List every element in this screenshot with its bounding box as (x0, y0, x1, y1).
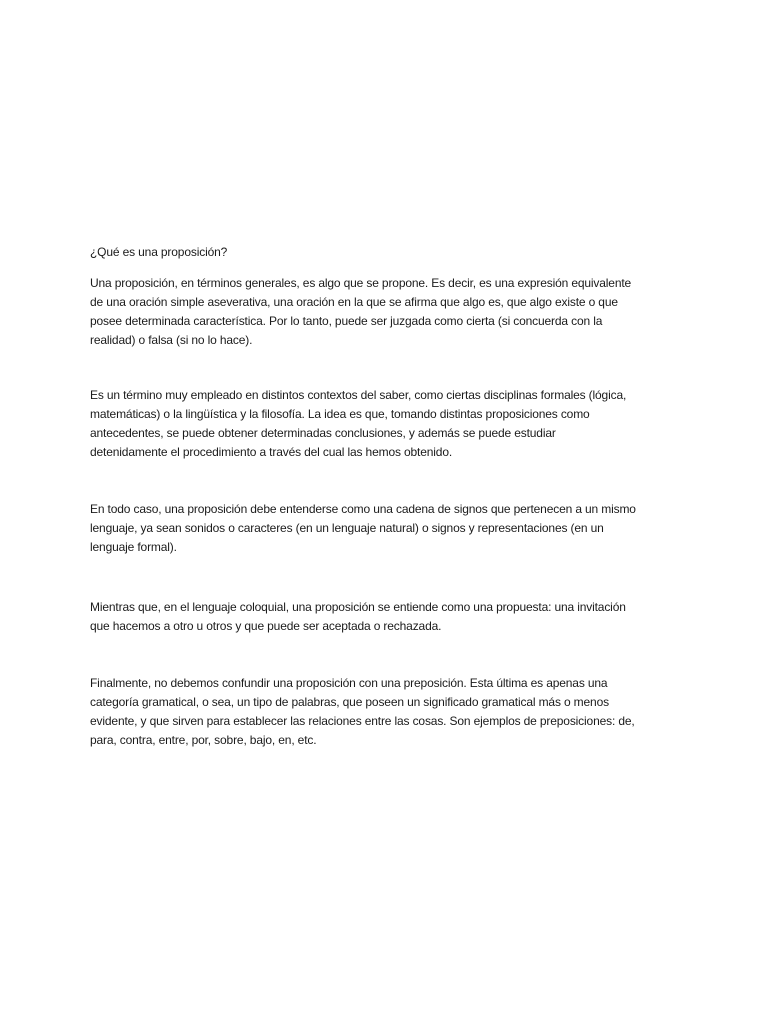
paragraph-1 (90, 274, 730, 350)
text-line: para, contra, entre, por, sobre, bajo, en, etc. (90, 733, 317, 747)
text-line: En todo caso, una proposición debe entenderse como una cadena de signos que pertenecen a un mismo (90, 502, 636, 516)
text-line: Una proposición, en términos generales, es algo que se propone. Es decir, es una expresión equivalente (90, 276, 632, 290)
text-line: Finalmente, no debemos confundir una proposición con una preposición. Esta última es apenas una (90, 676, 608, 690)
text-line: Mientras que, en el lenguaje coloquial, una proposición se entiende como una propuesta: una invitación (90, 600, 626, 614)
text-line: lenguaje formal). (90, 540, 177, 554)
text-line: que hacemos a otro u otros y que puede ser aceptada o rechazada. (90, 619, 442, 633)
text-line: Es un término muy empleado en distintos contextos del saber, como ciertas disciplinas formales (lógica, (90, 388, 627, 402)
heading-text: ¿Qué es una proposición? (90, 245, 228, 259)
text-line: categoría gramatical, o sea, un tipo de palabras, que poseen un significado gramatical más o menos (90, 695, 609, 709)
paragraph-4 (90, 598, 730, 636)
text-line: matemáticas) o la lingüística y la filosofía. La idea es que, tomando distintas proposiciones como (90, 407, 590, 421)
text-line: realidad) o falsa (si no lo hace). (90, 333, 253, 347)
text-line: detenidamente el procedimiento a través del cual las hemos obtenido. (90, 445, 453, 459)
text-line: de una oración simple aseverativa, una oración en la que se afirma que algo es, que algo existe o que (90, 295, 618, 309)
document-heading (90, 243, 730, 262)
text-line: evidente, y que sirven para establecer las relaciones entre las cosas. Son ejemplos de preposiciones: de, (90, 714, 635, 728)
paragraph-5 (90, 674, 730, 750)
paragraph-2 (90, 386, 730, 462)
paragraph-3 (90, 500, 730, 557)
text-line: antecedentes, se puede obtener determinadas conclusiones, y además se puede estudiar (90, 426, 556, 440)
text-line: posee determinada característica. Por lo tanto, puede ser juzgada como cierta (si concuerda con la (90, 314, 603, 328)
text-line: lenguaje, ya sean sonidos o caracteres (en un lenguaje natural) o signos y representaciones (en un (90, 521, 604, 535)
